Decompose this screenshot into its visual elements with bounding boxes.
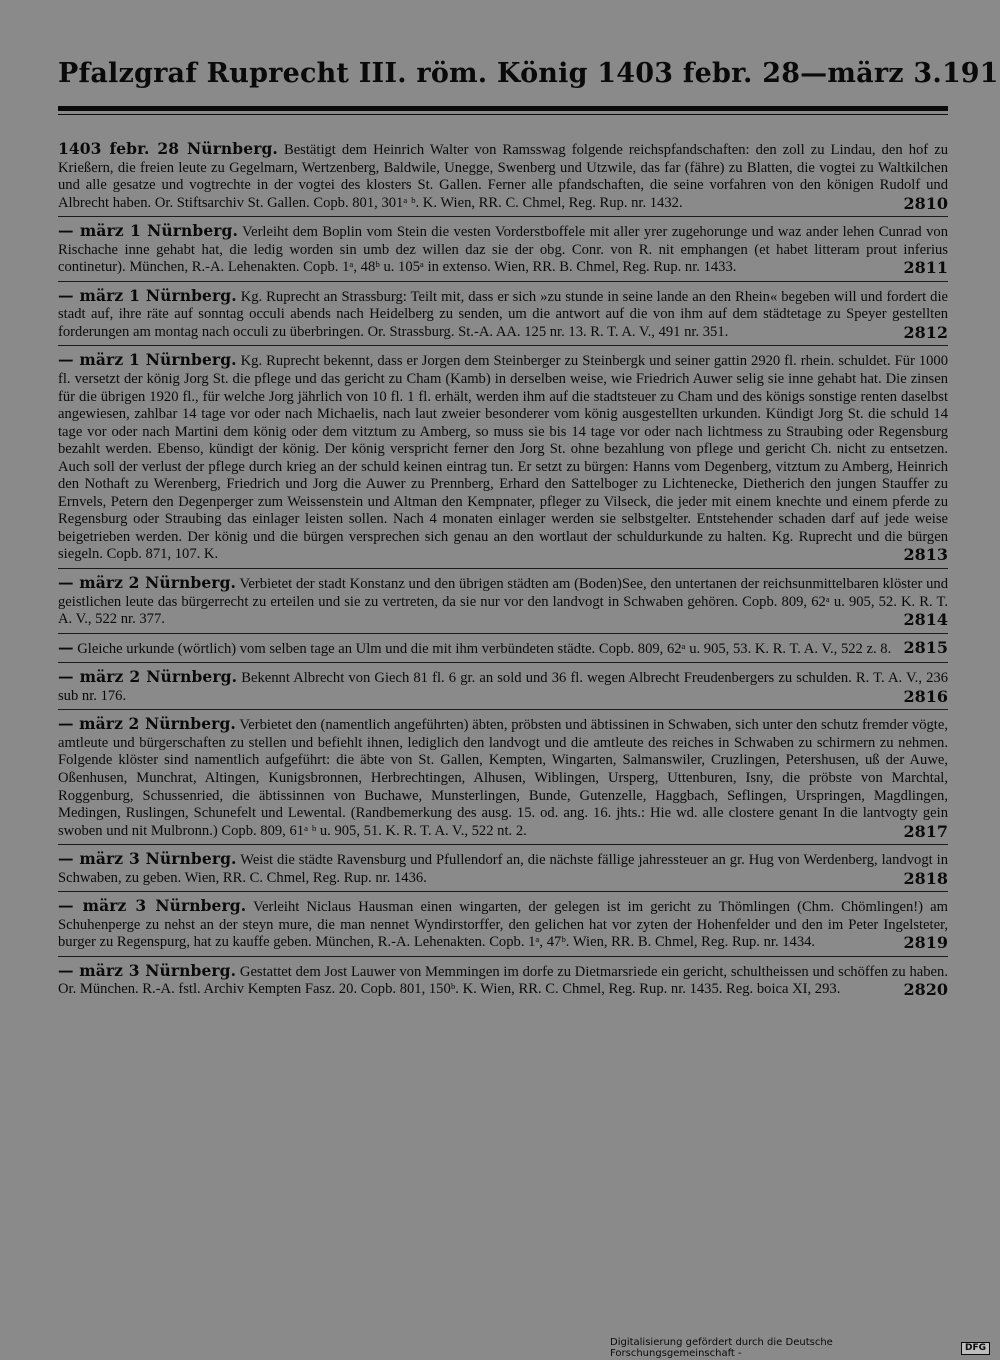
entry-number: 2817 xyxy=(903,821,948,841)
entry-text: Kg. Ruprecht bekennt, dass er Jorgen dem Steinberger zu Steinbergk und seiner gattin 2920 fl. rhein. schuldet. Für 1000 fl. versetzt der könig Jorg St. die pflege und das gericht zu Cham (Kamb) in derselben weise, wie Friedrich Auwer selig sie inne gehabt hat. Die zinsen für die übrigen 1920 fl., für welche Jorg jährlich von 10 fl. 1 fl. erhält, werden ihm auf die stadtsteuer zu Cham und des königs sonstige renten daselbst angewiesen, zahlbar 14 tage vor oder nach Michaelis, nach laut zweier besonderer vom könig ausgestellten urkunden. Kündigt Jorg St. die schuld 14 tage vor oder nach Martini dem könig oder dem vitztum zu Amberg, so muss sie bis 14 tage vor oder nach lichtmess zu Straubing oder Regensburg bezahlt werden. Ebenso, kündigt der könig. Der könig verspricht ferner den Jorg St. ohne bezahlung von pflege und gericht Ch. nicht zu entsetzen. Auch soll der verlust der pflege durch krieg an der schuld keinen eintrag tun. Er setzt zu bürgen: Hanns vom Degenberg, vitztum zu Amberg, Heinrich den Nothaft zu Werenberg, Friedrich und Jorg die Auwer zu Prennberg, Erhard den Sattelboger zu Lichtenecke, Dietherich den jungen Stauffer zu Ernvels, Petern den Degenperger zum Weissenstein und Altman den Kempnater, pfleger zu Vilseck, die jeder mit einem knechte und einem pferde zu Regensburg oder Straubing das einlager leisten sollen. Nach 4 monaten einlager werden sie selbstgelter. Entstehender schaden darf auf jede weise beigetrieben werden. Der könig und die bürgen versprechen sich genau an den wortlaut der schuldurkunde zu halten. Kg. Ruprecht und die bürgen siegeln. Copb. 871, 107. K. xyxy=(58,353,949,563)
regest-entry xyxy=(58,222,948,277)
header-rule-thin xyxy=(58,114,948,115)
entry-text: Bekennt Albrecht von Giech 81 fl. 6 gr. an sold und 36 fl. wegen Albrecht Freudenbergers zu schulden. R. T. A. V., 236 sub nr. 176. xyxy=(58,670,948,704)
credit-text: Digitalisierung gefördert durch die Deutsche Forschungsgemeinschaft - xyxy=(610,1337,833,1359)
entry-number: 2815 xyxy=(903,637,948,657)
entry-date-place: — märz 3 Nürnberg. xyxy=(58,849,237,869)
entry-date-place: — xyxy=(58,637,74,657)
entry-number: 2812 xyxy=(903,322,948,342)
entry-date-place: — märz 1 Nürnberg. xyxy=(58,350,237,370)
entry-divider xyxy=(58,662,948,663)
entry-divider xyxy=(58,568,948,569)
regest-entry xyxy=(58,140,948,212)
regest-entry xyxy=(58,287,948,342)
entry-date-place: — märz 2 Nürnberg. xyxy=(58,667,238,687)
regest-entry xyxy=(58,574,948,629)
page-number: 191 xyxy=(942,58,999,89)
entry-date-place: — märz 2 Nürnberg. xyxy=(58,573,237,593)
entry-divider xyxy=(58,891,948,892)
regest-entry xyxy=(58,668,948,705)
page-title: Pfalzgraf Ruprecht III. röm. König 1403 febr. 28—märz 3. xyxy=(58,58,942,89)
entry-divider xyxy=(58,281,948,282)
entry-divider xyxy=(58,709,948,710)
entry-text: Gestattet dem Jost Lauwer von Memmingen im dorfe zu Dietmarsriede ein gericht, schultheissen und schöffen zu haben. Or. München. R.-A. fstl. Archiv Kempten Fasz. 20. Copb. 801, 150ᵇ. K. Wien, RR. C. Chmel, Reg. Rup. nr. 1435. Reg. boica XI, 293. xyxy=(58,963,948,998)
regest-list xyxy=(58,140,948,999)
entry-text: Weist die städte Ravensburg und Pfullendorf an, die nächste fällige jahressteuer an gr. Hug von Werdenberg, landvogt in Schwaben, zu geben. Wien, RR. C. Chmel, Reg. Rup. nr. 1436. xyxy=(58,852,948,886)
entry-number: 2810 xyxy=(903,193,948,213)
entry-number: 2818 xyxy=(903,868,948,888)
entry-divider xyxy=(58,956,948,957)
regest-entry xyxy=(58,715,948,840)
entry-text: Verbietet der stadt Konstanz und den übrigen städten am (Boden)See, den untertanen der reichsunmittelbaren klöster und geistlichen leute das bürgerrecht zu erteilen und sie zu vertreten, da sie nur vor den landvogt in Schwaben gehören. Copb. 809, 62ᵃ u. 905, 52. K. R. T. A. V., 522 nr. 377. xyxy=(58,576,948,628)
regest-entry xyxy=(58,639,948,659)
regest-entry xyxy=(58,897,948,952)
digitization-credit xyxy=(610,1337,990,1359)
entry-text: Kg. Ruprecht an Strassburg: Teilt mit, dass er sich »zu stunde in seine lande an den Rhein« begeben will und fordert die stadt auf, ihre räte auf sonntag occuli abends nach Heidelberg zu senden, um die antwort auf die von ihm auf dem städtetage zu Speyer gestellten forderungen am montag nach occuli zu überbringen. Or. Strassburg. St.-A. AA. 125 nr. 13. R. T. A. V., 491 nr. 351. xyxy=(58,288,948,340)
entry-date-place: — märz 2 Nürnberg. xyxy=(58,714,236,734)
entry-divider xyxy=(58,844,948,845)
regest-entry xyxy=(58,351,948,564)
entry-date-place: — märz 3 Nürnberg. xyxy=(58,960,237,980)
entry-date-place: — märz 1 Nürnberg. xyxy=(58,221,238,241)
regest-entry xyxy=(58,850,948,887)
entry-number: 2816 xyxy=(903,686,948,706)
entry-number: 2813 xyxy=(903,545,948,565)
entry-text: Bestätigt dem Heinrich Walter von Ramsswag folgende reichspfandschaften: den zoll zu Lindau, den hof zu Krießern, die freien leute zu Gegelmarn, Wertzenberg, Baldwile, Unegge, Swenberg und Utzwile, das far (fähre) zu Blatten, die vogtei zu Waltkilchen und alle gesatze und vogtrechte in der vogtei des klosters St. Gallen. Ferner alle pfandschaften, die seine vorfahren von den königen Rudolf und Albrecht haben. Or. Stiftsarchiv St. Gallen. Copb. 801, 301ᵃ ᵇ. K. Wien, RR. C. Chmel, Reg. Rup. nr. 1432. xyxy=(58,142,948,211)
regest-entry xyxy=(58,962,948,999)
entry-number: 2814 xyxy=(903,610,948,630)
entry-text: Verleiht Niclaus Hausman einen wingarten, der gelegen ist im gericht zu Thömlingen (Chm. Chömlingen!) am Schuhenperge zu nehst an der steyn mure, die man nennet Wyndirstorffer, den gelichen hat vor zyten der Hohenfelder und den im Peter Ingelsteter, burger zu Regenspurg, hat zu kauffe geben. München, R.-A. Lehenakten. Copb. 1ᵃ, 47ᵇ. Wien, RR. B. Chmel, Reg. Rup. nr. 1434. xyxy=(58,899,948,951)
entry-divider xyxy=(58,345,948,346)
dfg-logo: DFG xyxy=(961,1342,990,1355)
entry-date-place: 1403 febr. 28 Nürnberg. xyxy=(58,139,278,158)
entry-number: 2820 xyxy=(903,980,948,1000)
entry-divider xyxy=(58,216,948,217)
entry-divider xyxy=(58,633,948,634)
entry-date-place: — märz 1 Nürnberg. xyxy=(58,285,237,305)
entry-text: Verbietet den (namentlich angeführten) äbten, pröbsten und äbtissinen in Schwaben, sich unter den schutz fremder vögte, amtleute und bürgerschaften zu stellen und befiehlt ihnen, lediglich den landvogt und die amtleute des reiches in Schwaben zu schirmern zu nehmen. Folgende klöster sind namentlich aufgeführt: die äbte von St. Gallen, Kempten, Wingarten, Salmanswiler, Cruzlingen, Petershusen, uß der Auwe, Oßenhusen, Munchrat, Altingen, Kunigsbronnen, Herbrechtingen, Alhusen, Wiblingen, Ursperg, Uttenburen, Isny, die pröbste von Marchtal, Roggenburg, Schussenried, die äbtissinnen von Buchawe, Munsterlingen, Bunde, Gutenzelle, Haggbach, Seflingen, Urspringen, Magdlingen, Medingen, Ruslingen, Schunefelt und Lewental. (Randbemerkung des ausg. 15. od. ang. 16. jhts.: Hie wd. alle clostere genant In die lantvogty gein swoben und nit Mulbronn.) Copb. 809, 61ᵃ ᵇ u. 905, 51. K. R. T. A. V., 522 nt. 2. xyxy=(58,717,948,839)
running-header xyxy=(58,58,999,98)
entry-number: 2811 xyxy=(903,258,948,278)
entry-text: Gleiche urkunde (wörtlich) vom selben tage an Ulm und die mit ihm verbündeten städte. Copb. 809, 62ᵃ u. 905, 53. K. R. T. A. V., 522 z. 8. xyxy=(77,640,892,657)
entry-text: Verleiht dem Boplin vom Stein die vesten Vorderstboffele mit aller yrer zugehorunge und waz ander lehen Cunrad von Rischache inne gehabt hat, die ledig worden sin umb dez willen daz sie der obg. Conr. von R. nit emphangen (et habet litteram prout inferius continetur). München, R.-A. Lehenakten. Copb. 1ᵃ, 48ᵇ u. 105ᵃ in extenso. Wien, RR. B. Chmel, Reg. Rup. nr. 1433. xyxy=(58,224,948,276)
entry-date-place: — märz 3 Nürnberg. xyxy=(58,896,247,916)
header-rule-thick xyxy=(58,106,948,111)
entry-number: 2819 xyxy=(903,933,948,953)
